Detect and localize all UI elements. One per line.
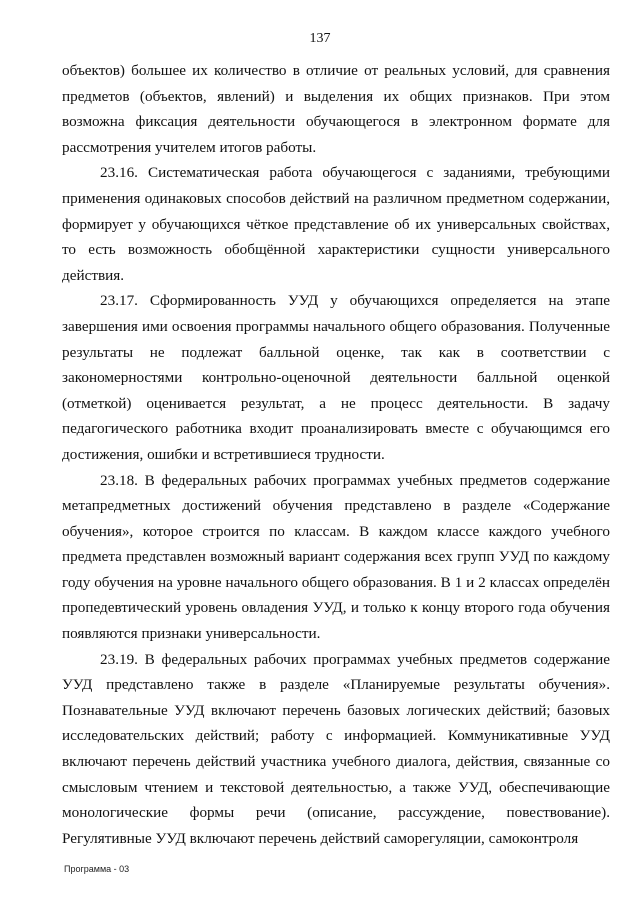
paragraph-continuation: объектов) большее их количество в отличие от реальных условий, для сравнения предметов (объектов, явлений) и выделения их общих признаков. При этом возможна фиксация деятельности обучающегося в электронном формате для рассмотрения учителем итогов работы. (62, 62, 610, 156)
page-number: 137 (309, 31, 331, 46)
paragraph-23-18: 23.18. В федеральных рабочих программах учебных предметов содержание метапредметных достижений обучения представлено в разделе «Содержание обучения», которое строится по классам. В каждом классе каждого учебного предмета представлен возможный вариант содержания всех групп УУД по каждому году обучения на уровне начального общего образования. В 1 и 2 классах определён пропедевтический уровень овладения УУД, и только к концу второго года обучения появляются признаки универсальности. (62, 471, 610, 643)
paragraph-23-17: 23.17. Сформированность УУД у обучающихся определяется на этапе завершения ими освоения программы начального общего образования. Полученные результаты не подлежат балльной оценке, так как в соответствии с закономерностями контрольно-оценочной деятельности балльной оценкой (отметкой) оценивается результат, а не процесс деятельности. В задачу педагогического работника входит проанализировать вместе с обучающимся его достижения, ошибки и встретившиеся трудности. (62, 292, 610, 463)
footer-label: Программа - 03 (64, 864, 130, 874)
paragraph-23-19: 23.19. В федеральных рабочих программах учебных предметов содержание УУД представлено также в разделе «Планируемые результаты обучения». Познавательные УУД включают перечень базовых логических действий; базовых исследовательских действий; работу с информацией. Коммуникативные УУД включают перечень действий участника учебного диалога, действия, связанные со смысловым чтением и текстовой деятельностью, а также УУД, обеспечивающие монологические формы речи (описание, рассуждение, повествование). Регулятивные УУД включают перечень действий саморегуляции, самоконтроля (62, 650, 610, 847)
body-text (62, 58, 610, 851)
paragraph-23-16: 23.16. Систематическая работа обучающегося с заданиями, требующими применения одинаковых способов действий на различном предметном содержании, формирует у обучающихся чёткое представление об их универсальных свойствах, то есть возможность обобщённой характеристики сущности универсального действия. (62, 164, 610, 284)
